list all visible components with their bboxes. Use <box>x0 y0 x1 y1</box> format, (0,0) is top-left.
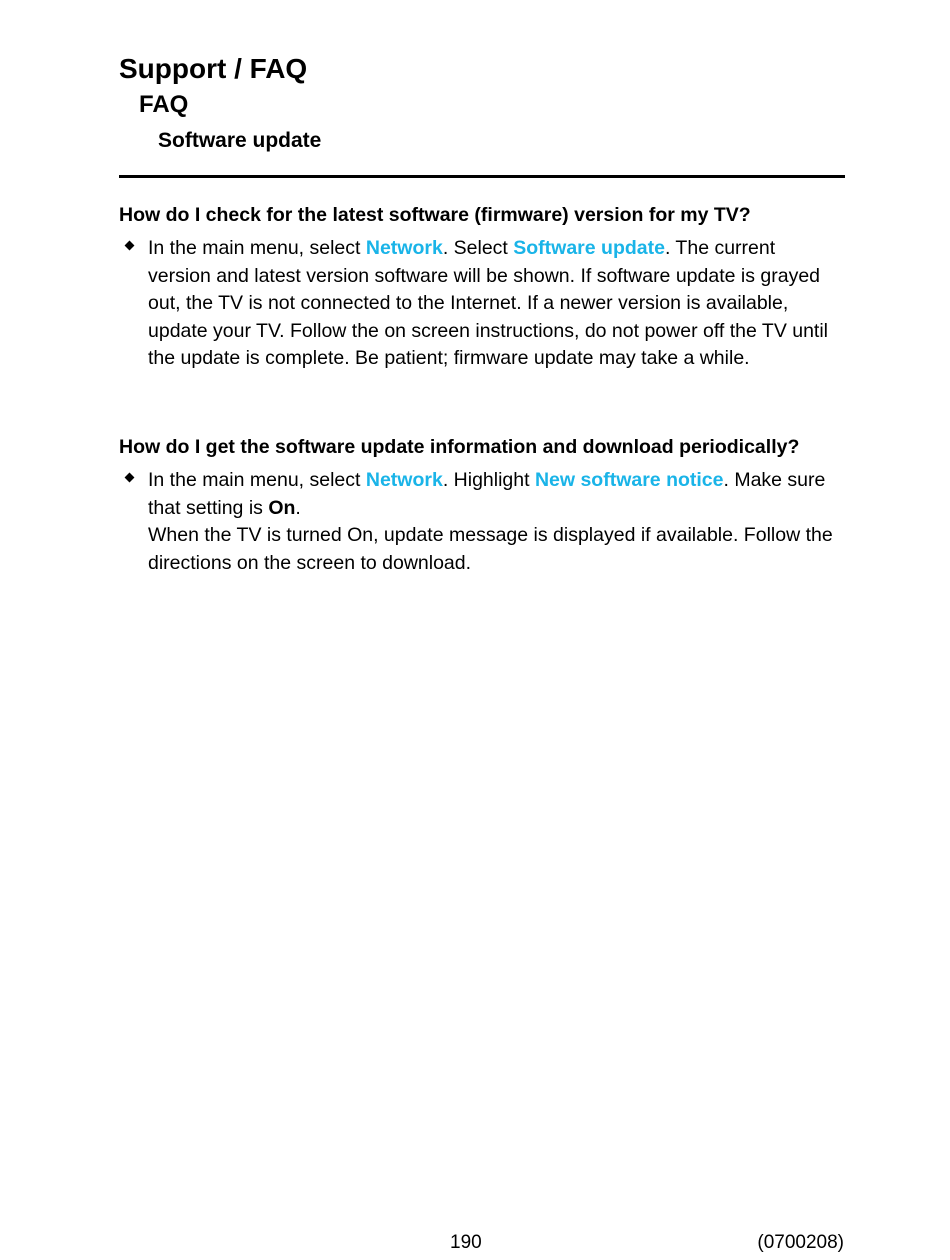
faq-question-1: How do I check for the latest software (firmware) version for my TV? <box>119 204 751 226</box>
network-menu-link[interactable]: Network <box>365 237 443 259</box>
faq-answer-2 <box>148 467 838 577</box>
answer-text: In the main menu, select <box>148 469 366 491</box>
new-software-notice-link[interactable]: New software notice <box>534 469 724 491</box>
page-number: 190 <box>450 1232 482 1253</box>
setting-value-on: On <box>268 496 296 519</box>
software-update-link[interactable]: Software update <box>513 237 665 259</box>
answer-text: When the TV is turned On, update message is displayed if available. Follow the directions on the screen to download. <box>148 524 833 574</box>
topic-title: Software update <box>158 129 322 152</box>
answer-text: . Select <box>442 237 514 259</box>
answer-text: . The current version and latest version software will be shown. If software update is grayed out, the TV is not connected to the Internet. If a newer version is available, update your TV. Follow the on screen instructions, do not power off the TV until the update is complete. Be patient; firmware update may take a while. <box>148 237 829 370</box>
answer-text: . Make sure that setting is <box>148 469 826 519</box>
answer-text: . <box>295 496 301 519</box>
document-code: (0700208) <box>757 1232 844 1253</box>
bullet-icon <box>125 241 135 251</box>
page-title: Support / FAQ <box>119 53 308 84</box>
network-menu-link[interactable]: Network <box>365 469 443 491</box>
answer-text: . Highlight <box>442 469 535 491</box>
faq-question-2: How do I get the software update information and download periodically? <box>119 436 800 458</box>
faq-answer-1 <box>148 235 838 373</box>
header-divider <box>119 175 845 178</box>
bullet-icon <box>125 473 135 483</box>
answer-text: In the main menu, select <box>148 237 366 259</box>
section-title: FAQ <box>139 91 189 118</box>
